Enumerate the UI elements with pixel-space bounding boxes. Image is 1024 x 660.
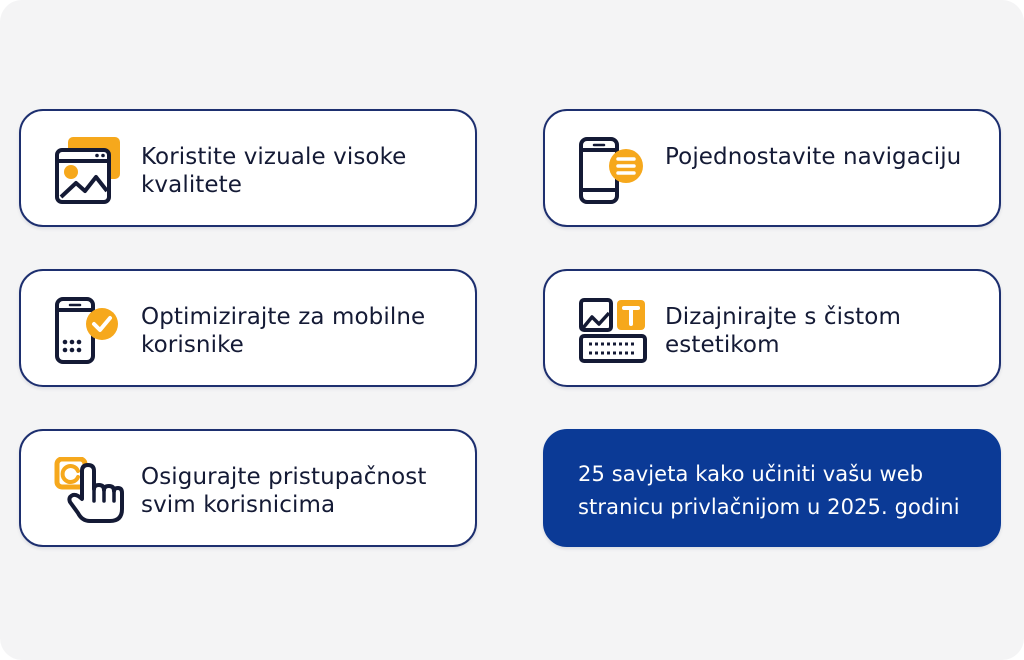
tip-label: Optimizirajte za mobilne korisnike [141, 304, 426, 358]
tip-label: Pojednostavite navigaciju [665, 144, 962, 170]
tip-card-accessibility [19, 429, 477, 547]
tip-card-aesthetics [543, 269, 1001, 387]
tip-label: Dizajnirajte s čistom estetikom [665, 304, 901, 358]
tip-card-mobile [19, 269, 477, 387]
tip-label: Osigurajte pristupačnost svim korisnicima [141, 464, 427, 518]
headline-text: 25 savjeta kako učiniti vašu web stranicu privlačnijom u 2025. godini [578, 462, 960, 519]
phone-checkmark-icon [54, 297, 124, 365]
image-gallery-icon [54, 137, 124, 205]
tip-card-visuals [19, 109, 477, 227]
headline-card [543, 429, 1001, 547]
tip-label: Koristite vizuale visoke kvalitete [141, 144, 407, 198]
tip-card-navigation [543, 109, 1001, 227]
phone-menu-icon [578, 137, 648, 205]
layout-text-image-icon [578, 297, 648, 365]
pointer-hand-icon [54, 457, 124, 525]
